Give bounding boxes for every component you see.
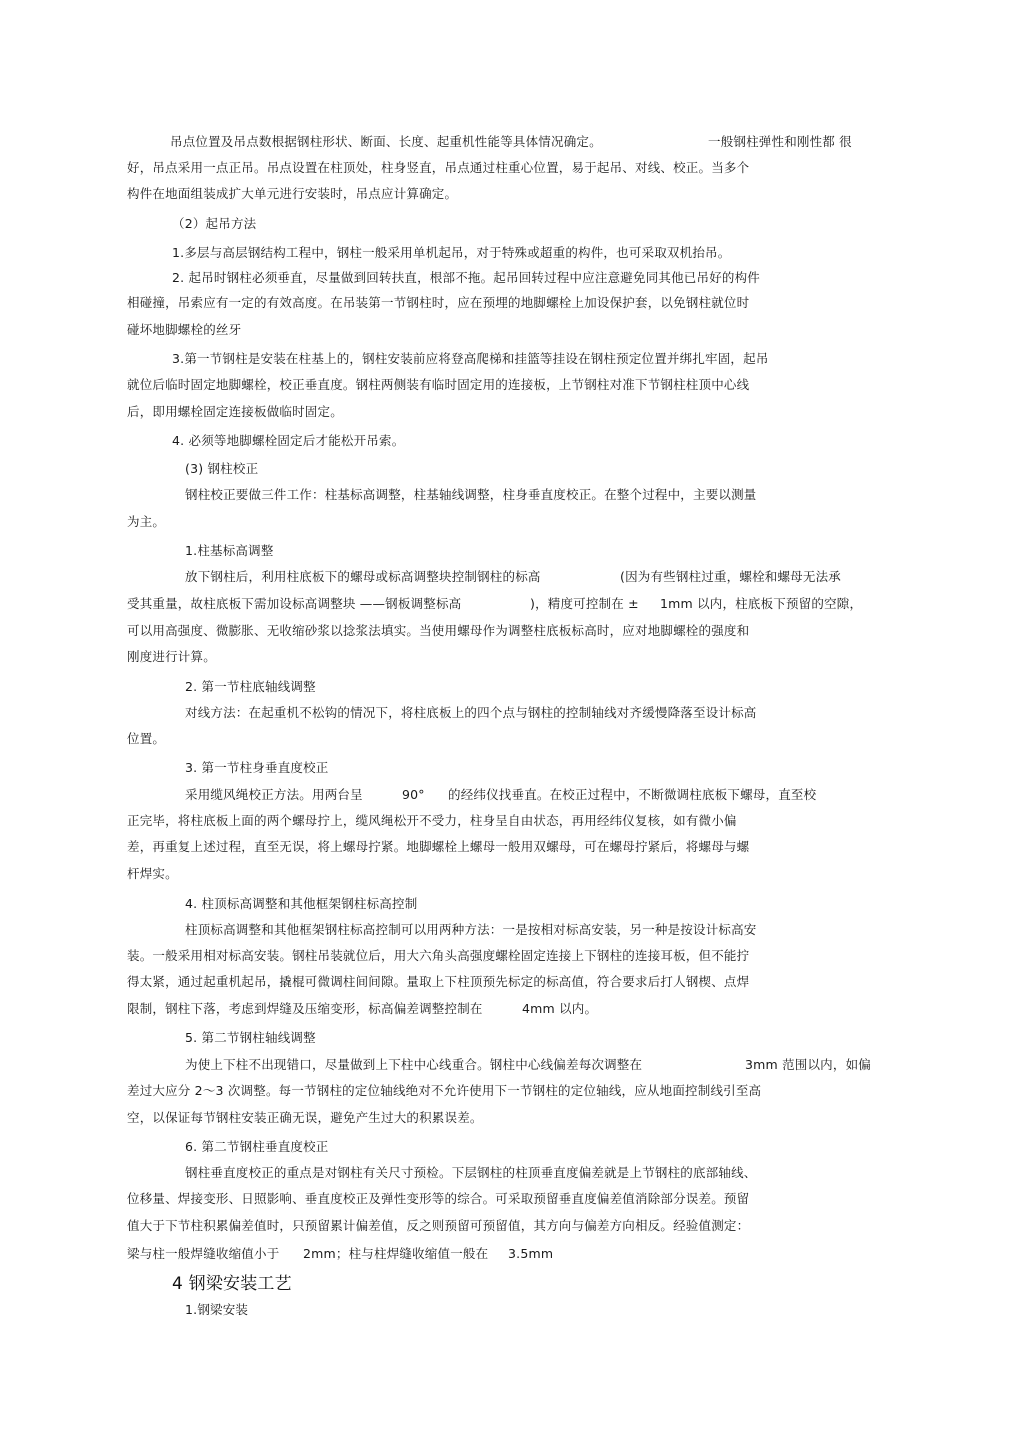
text-line: 位移量、焊接变形、日照影响、垂直度校正及弹性变形等的综合。可采取预留垂直度偏差值消除部分误差。预留 xyxy=(127,1191,750,1206)
text-line: 3.第一节钢柱是安装在柱基上的，钢柱安装前应将登高爬梯和挂篮等挂设在钢柱预定位置并绑扎牢固，起吊 xyxy=(172,351,769,366)
text-line: 为主。 xyxy=(127,514,166,529)
text-line: 3.5mm xyxy=(508,1246,554,1261)
text-line: 后，即用螺栓固定连接板做临时固定。 xyxy=(127,404,343,419)
text-line: 刚度进行计算。 xyxy=(127,649,216,664)
subheading: 5. 第二节钢柱轴线调整 xyxy=(185,1030,316,1045)
text-line: 限制，钢柱下落，考虑到焊缝及压缩变形，标高偏差调整控制在 xyxy=(127,1001,483,1016)
text-line: 得太紧，通过起重机起吊，撬棍可微调柱间间隙。量取上下柱顶预先标定的标高值，符合要求后打人钢楔、点焊 xyxy=(127,974,750,989)
text-line: 为使上下柱不出现错口，尽量做到上下柱中心线重合。钢柱中心线偏差每次调整在 xyxy=(185,1057,643,1072)
text-line: 位置。 xyxy=(127,731,166,746)
text-line: 就位后临时固定地脚螺栓，校正垂直度。钢柱两侧装有临时固定用的连接板，上节钢柱对准下节钢柱柱顶中心线 xyxy=(127,377,750,392)
text-line: 差，再重复上述过程，直至无误，将上螺母拧紧。地脚螺栓上螺母一般用双螺母，可在螺母拧紧后，将螺母与螺 xyxy=(127,839,750,854)
text-line: (因为有些钢柱过重，螺栓和螺母无法承 xyxy=(620,569,841,584)
text-line: 采用缆风绳校正方法。用两台呈 xyxy=(185,787,363,802)
text-line: 90° xyxy=(402,787,425,802)
text-line: 柱顶标高调整和其他框架钢柱标高控制可以用两种方法：一是按相对标高安装，另一种是按设计标高安 xyxy=(185,922,757,937)
text-line: 钢柱垂直度校正的重点是对钢柱有关尺寸预检。下层钢柱的柱顶垂直度偏差就是上节钢柱的底部轴线、 xyxy=(185,1165,757,1180)
text-line: 一般钢柱弹性和刚性都 很 xyxy=(708,134,852,149)
text-line: 差过大应分 2～3 次调整。每一节钢柱的定位轴线绝对不允许使用下一节钢柱的定位轴线，应从地面控制线引至高 xyxy=(127,1083,762,1098)
text-line: 2mm；柱与柱焊缝收缩值一般在 xyxy=(303,1246,489,1261)
subheading: 1.柱基标高调整 xyxy=(185,543,274,558)
text-line: 构件在地面组装成扩大单元进行安装时，吊点应计算确定。 xyxy=(127,186,458,201)
text-line: 4mm 以内。 xyxy=(522,1001,598,1016)
text-line: 杆焊实。 xyxy=(127,866,178,881)
subheading: 2. 第一节柱底轴线调整 xyxy=(185,679,316,694)
text-line: 1mm 以内，柱底板下预留的空隙， xyxy=(660,596,863,611)
text-line: 1.多层与高层钢结构工程中，钢柱一般采用单机起吊，对于特殊或超重的构件，也可采取双机抬吊。 xyxy=(172,245,731,260)
text-line: 3mm 范围以内，如偏 xyxy=(745,1057,871,1072)
text-line: 4. 必须等地脚螺栓固定后才能松开吊索。 xyxy=(172,433,405,448)
subheading: 3. 第一节柱身垂直度校正 xyxy=(185,760,329,775)
text-line: 钢柱校正要做三件工作：柱基标高调整，柱基轴线调整，柱身垂直度校正。在整个过程中，主要以测量 xyxy=(185,487,757,502)
text-line: 2. 起吊时钢柱必须垂直，尽量做到回转扶直，根部不拖。起吊回转过程中应注意避免同其他已吊好的构件 xyxy=(172,270,761,285)
text-line: 吊点位置及吊点数根据钢柱形状、断面、长度、起重机性能等具体情况确定。 xyxy=(170,134,602,149)
text-line: 值大于下节柱积累偏差值时，只预留累计偏差值，反之则预留可预留值，其方向与偏差方向相反。经验值测定： xyxy=(127,1218,750,1233)
text-line: )，精度可控制在 ± xyxy=(530,596,639,611)
text-line: 对线方法：在起重机不松钩的情况下，将柱底板上的四个点与钢柱的控制轴线对齐缓慢降落至设计标高 xyxy=(185,705,757,720)
text-line: 的经纬仪找垂直。在校正过程中，不断微调柱底板下螺母，直至校 xyxy=(448,787,817,802)
text-line: 好，吊点采用一点正吊。吊点设置在柱顶处，柱身竖直，吊点通过柱重心位置，易于起吊、对线、校正。当多个 xyxy=(127,160,750,175)
text-line: 相碰撞，吊索应有一定的有效高度。在吊装第一节钢柱时，应在预埋的地脚螺栓上加设保护套，以免钢柱就位时 xyxy=(127,295,750,310)
subheading: (3) 钢柱校正 xyxy=(185,461,259,476)
text-line: 碰坏地脚螺栓的丝牙 xyxy=(127,322,242,337)
subheading: （2）起吊方法 xyxy=(172,216,257,231)
text-line: 可以用高强度、微膨胀、无收缩砂浆以捻浆法填实。当使用螺母作为调整柱底板标高时，应对地脚螺栓的强度和 xyxy=(127,623,750,638)
subheading: 1.钢梁安装 xyxy=(185,1302,249,1317)
subheading: 6. 第二节钢柱垂直度校正 xyxy=(185,1139,329,1154)
text-line: 装。一般采用相对标高安装。钢柱吊装就位后，用大六角头高强度螺栓固定连接上下钢柱的连接耳板，但不能拧 xyxy=(127,948,750,963)
section-title: 4 钢梁安装工艺 xyxy=(172,1274,292,1294)
text-line: 放下钢柱后，利用柱底板下的螺母或标高调整块控制钢柱的标高 xyxy=(185,569,541,584)
text-line: 梁与柱一般焊缝收缩值小于 xyxy=(127,1246,280,1261)
text-line: 正完毕，将柱底板上面的两个螺母拧上，缆风绳松开不受力，柱身呈自由状态，再用经纬仪复核，如有微小偏 xyxy=(127,813,737,828)
subheading: 4. 柱顶标高调整和其他框架钢柱标高控制 xyxy=(185,896,418,911)
text-line: 空，以保证每节钢柱安装正确无误，避免产生过大的积累误差。 xyxy=(127,1110,483,1125)
text-line: 受其重量，故柱底板下需加设标高调整块 ——钢板调整标高 xyxy=(127,596,462,611)
